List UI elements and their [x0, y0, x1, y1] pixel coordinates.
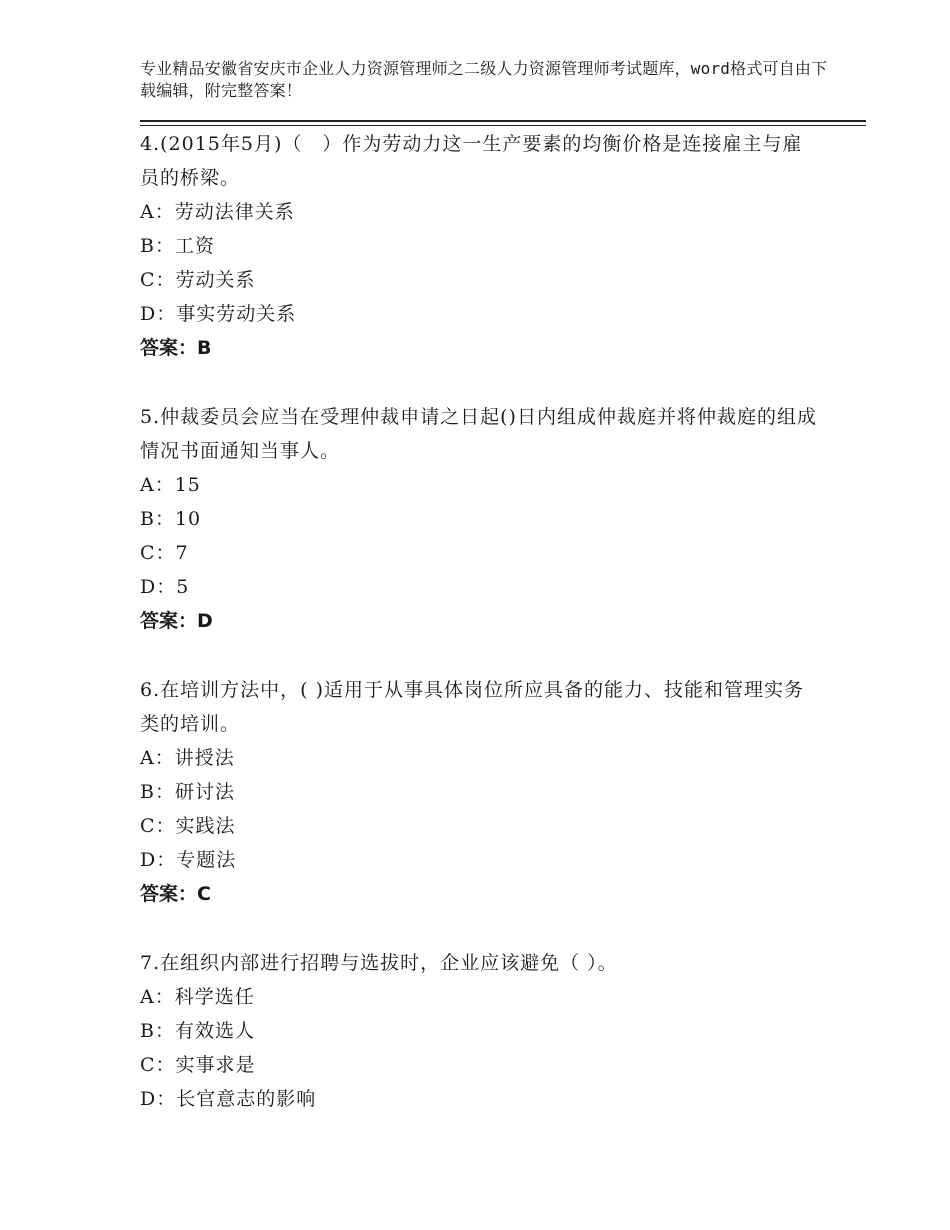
question-text: 6.在培训方法中，( )适用于从事具体岗位所应具备的能力、技能和管理实务类的培训。 — [140, 679, 804, 735]
option-b: B：10 — [140, 508, 202, 530]
option-d: D：事实劳动关系 — [140, 303, 297, 325]
question-7 — [140, 946, 820, 1116]
option-d: D：5 — [140, 576, 190, 598]
option-c: C：实践法 — [140, 815, 236, 837]
answer: 答案：B — [140, 337, 212, 359]
option-c: C：劳动关系 — [140, 269, 256, 291]
question-text: 5.仲裁委员会应当在受理仲裁申请之日起()日内组成仲裁庭并将仲裁庭的组成情况书面通知当事人。 — [140, 406, 817, 462]
option-a: A：科学选任 — [140, 986, 255, 1008]
option-d: D：专题法 — [140, 849, 237, 871]
option-d: D：长官意志的影响 — [140, 1088, 317, 1110]
option-a: A：劳动法律关系 — [140, 201, 295, 223]
option-a: A：15 — [140, 474, 201, 496]
answer: 答案：D — [140, 610, 213, 632]
question-6 — [140, 673, 820, 911]
question-text: 4.(2015年5月)（ ）作为劳动力这一生产要素的均衡价格是连接雇主与雇员的桥梁。 — [140, 133, 803, 189]
option-b: B：工资 — [140, 235, 215, 257]
question-5 — [140, 400, 820, 638]
header-divider-thin — [140, 125, 866, 126]
question-text: 7.在组织内部进行招聘与选拔时，企业应该避免（ ）。 — [140, 952, 618, 974]
question-4 — [140, 127, 820, 365]
option-c: C：7 — [140, 542, 189, 564]
header-divider-thick — [140, 120, 866, 122]
document-header: 专业精品安徽省安庆市企业人力资源管理师之二级人力资源管理师考试题库，word格式可自由下载编辑，附完整答案！ — [140, 59, 828, 100]
answer: 答案：C — [140, 883, 211, 905]
option-b: B：有效选人 — [140, 1020, 255, 1042]
option-b: B：研讨法 — [140, 781, 235, 803]
option-c: C：实事求是 — [140, 1054, 256, 1076]
option-a: A：讲授法 — [140, 747, 235, 769]
